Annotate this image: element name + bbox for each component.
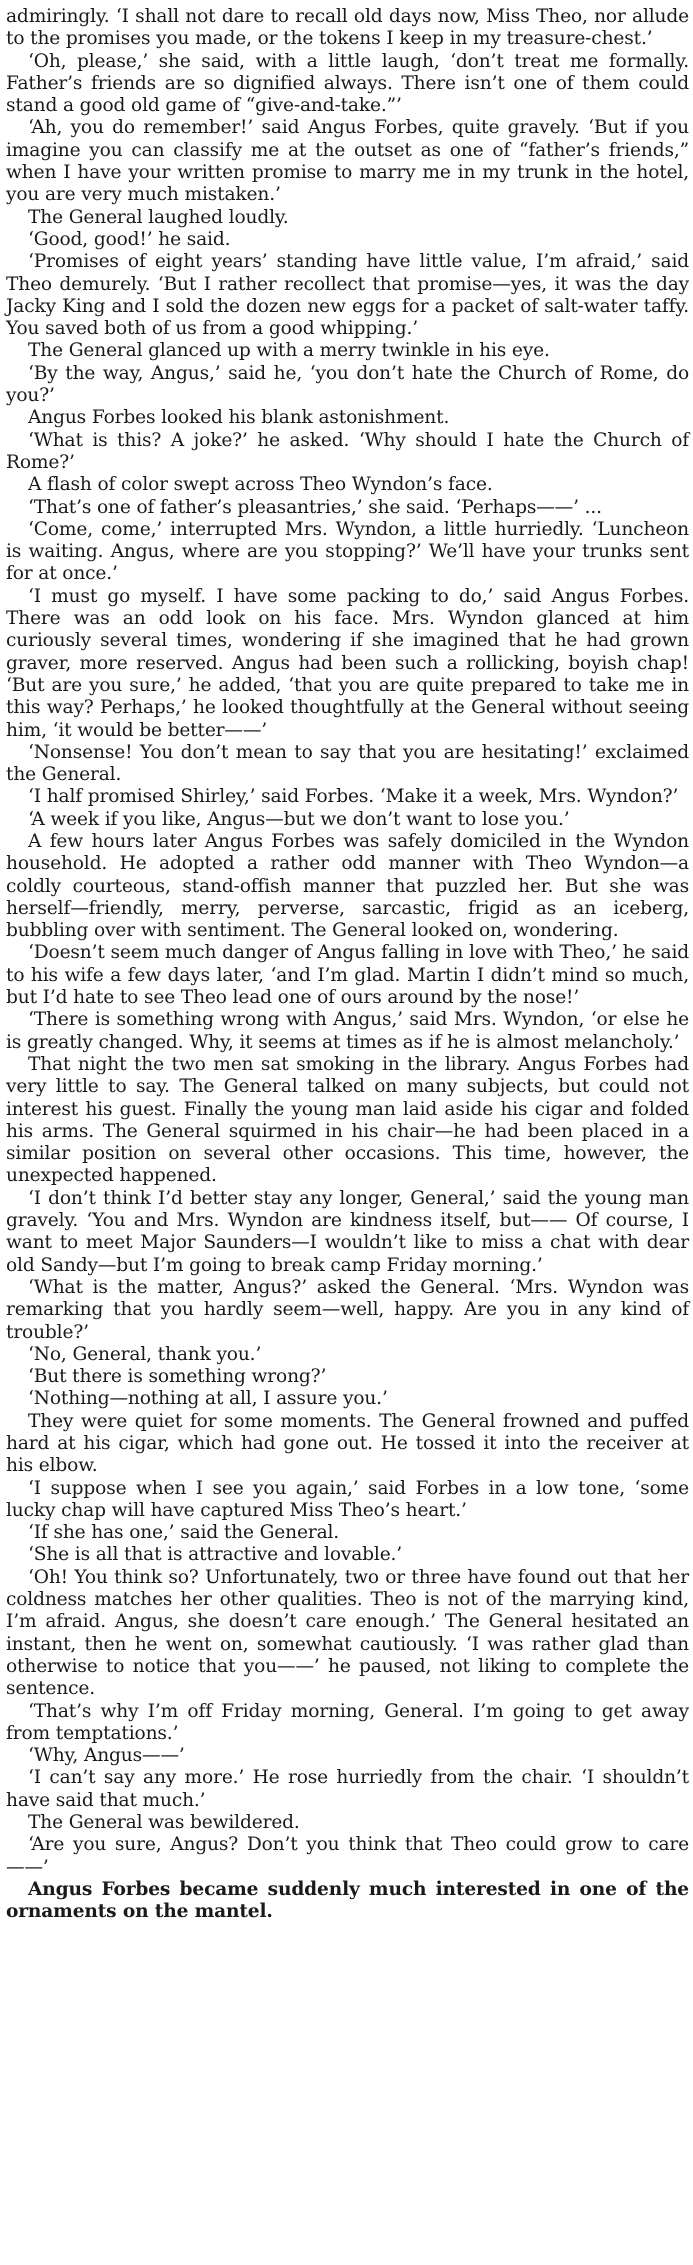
paragraph: Angus Forbes became suddenly much interested in one of the ornaments on the mantel. — [6, 1878, 689, 1923]
paragraph: The General was bewildered. — [28, 1812, 300, 1834]
paragraph: ‘Why, Angus——’ — [28, 1745, 185, 1767]
paragraph: ‘What is the matter, Angus?’ asked the General. ‘Mrs. Wyndon was remarking that you hardly seem—well, happy. Are you in any kind of trouble?’ — [6, 1276, 689, 1343]
paragraph: ‘Oh! You think so? Unfortunately, two or three have found out that her coldness matches her other qualities. Theo is not of the marrying kind, I’m afraid. Angus, she doesn’t care enough.’ The General hesitated an instant, then he went on, somewhat cautiously. ‘I was rather glad than otherwise to notice that you——’ he paused, not liking to complete the sentence. — [6, 1566, 689, 1700]
paragraph: ‘If she has one,’ said the General. — [28, 1522, 340, 1544]
paragraph: ‘But there is something wrong?’ — [28, 1366, 327, 1388]
paragraph: ‘I must go myself. I have some packing to do,’ said Angus Forbes. There was an odd look on his face. Mrs. Wyndon glanced at him curiously several times, wondering if she imagined that he had grown graver, more reserved. Angus had been such a rollicking, boyish chap! ‘But are you sure,’ he added, ‘that you are quite prepared to take me in this way? Perhaps,’ he looked thoughtfully at the General without seeing him, ‘it would be better——’ — [6, 585, 689, 741]
paragraph: ‘Nothing—nothing at all, I assure you.’ — [28, 1388, 388, 1410]
paragraph: Angus Forbes looked his blank astonishment. — [28, 407, 450, 429]
paragraph: They were quiet for some moments. The General frowned and puffed hard at his cigar, which had gone out. He tossed it into the receiver at his elbow. — [6, 1410, 689, 1477]
paragraph: ‘What is this? A joke?’ he asked. ‘Why should I hate the Church of Rome?’ — [6, 429, 689, 473]
paragraph: ‘I can’t say any more.’ He rose hurriedly from the chair. ‘I shouldn’t have said that much.’ — [6, 1767, 689, 1811]
paragraph: ‘Promises of eight years’ standing have little value, I’m afraid,’ said Theo demurely. ‘But I rather recollect that promise—yes, it was the day Jacky King and I sold the dozen new eggs for a packet of salt-water taffy. You saved both of us from a good whipping.’ — [6, 251, 689, 340]
paragraph: admiringly. ‘I shall not dare to recall old days now, Miss Theo, nor allude to the promises you made, or the tokens I keep in my treasure-chest.’ — [6, 6, 689, 50]
paragraph: The General glanced up with a merry twinkle in his eye. — [28, 340, 550, 362]
paragraph: ‘Oh, please,’ she said, with a little laugh, ‘don’t treat me formally. Father’s friends are so dignified always. There isn’t one of them could stand a good old game of “give-and-take.”’ — [6, 50, 689, 117]
paragraph: ‘Ah, you do remember!’ said Angus Forbes, quite gravely. ‘But if you imagine you can classify me at the outset as one of “father’s friends,” when I have your written promise to marry me in my trunk in the hotel, you are very much mistaken.’ — [6, 117, 689, 206]
paragraph: That night the two men sat smoking in the library. Angus Forbes had very little to say. The General talked on many subjects, but could not interest his guest. Finally the young man laid aside his cigar and folded his arms. The General squirmed in his chair—he had been placed in a similar position on several other occasions. This time, however, the unexpected happened. — [6, 1053, 689, 1187]
paragraph: ‘Good, good!’ he said. — [28, 228, 231, 250]
paragraph: ‘No, General, thank you.’ — [28, 1343, 262, 1365]
paragraph: A flash of color swept across Theo Wyndon’s face. — [28, 474, 493, 496]
paragraph: ‘Nonsense! You don’t mean to say that you are hesitating!’ exclaimed the General. — [6, 741, 689, 786]
paragraph: ‘Come, come,’ interrupted Mrs. Wyndon, a little hurriedly. ‘Luncheon is waiting. Angus, where are you stopping?’ We’ll have your trunks sent for at once.’ — [6, 518, 689, 585]
paragraph: ‘Are you sure, Angus? Don’t you think that Theo could grow to care——’ — [6, 1834, 689, 1878]
paragraph: ‘That’s why I’m off Friday morning, General. I’m going to get away from temptations.’ — [6, 1700, 689, 1744]
paragraph: ‘Doesn’t seem much danger of Angus falling in love with Theo,’ he said to his wife a few days later, ‘and I’m glad. Martin I didn’t mind so much, but I’d hate to see Theo lead one of ours around by the nose!’ — [6, 942, 689, 1009]
paragraph: ‘I half promised Shirley,’ said Forbes. ‘Make it a week, Mrs. Wyndon?’ — [28, 786, 679, 808]
paragraph: A few hours later Angus Forbes was safely domiciled in the Wyndon household. He adopted a rather odd manner with Theo Wyndon—a coldly courteous, stand-offish manner that puzzled her. But she was herself—friendly, merry, perverse, sarcastic, frigid as an iceberg, bubbling over with sentiment. The General looked on, wondering. — [6, 830, 689, 942]
paragraph: ‘She is all that is attractive and lovable.’ — [28, 1544, 403, 1566]
paragraph: ‘I suppose when I see you again,’ said Forbes in a low tone, ‘some lucky chap will have captured Miss Theo’s heart.’ — [6, 1477, 689, 1521]
paragraph: ‘That’s one of father’s pleasantries,’ she said. ‘Perhaps——’ ... — [28, 496, 602, 518]
paragraph: The General laughed loudly. — [28, 206, 289, 228]
paragraph: ‘A week if you like, Angus—but we don’t want to lose you.’ — [28, 808, 570, 830]
paragraph: ‘By the way, Angus,’ said he, ‘you don’t hate the Church of Rome, do you?’ — [6, 362, 689, 407]
paragraph: ‘There is something wrong with Angus,’ said Mrs. Wyndon, ‘or else he is greatly changed. Why, it seems at times as if he is almost melancholy.’ — [6, 1009, 689, 1053]
paragraph: ‘I don’t think I’d better stay any longer, General,’ said the young man gravely. ‘You and Mrs. Wyndon are kindness itself, but—— Of course, I want to meet Major Saunders—I wouldn’t like to miss a chat with dear old Sandy—but I’m going to break camp Friday morning.’ — [6, 1187, 689, 1276]
